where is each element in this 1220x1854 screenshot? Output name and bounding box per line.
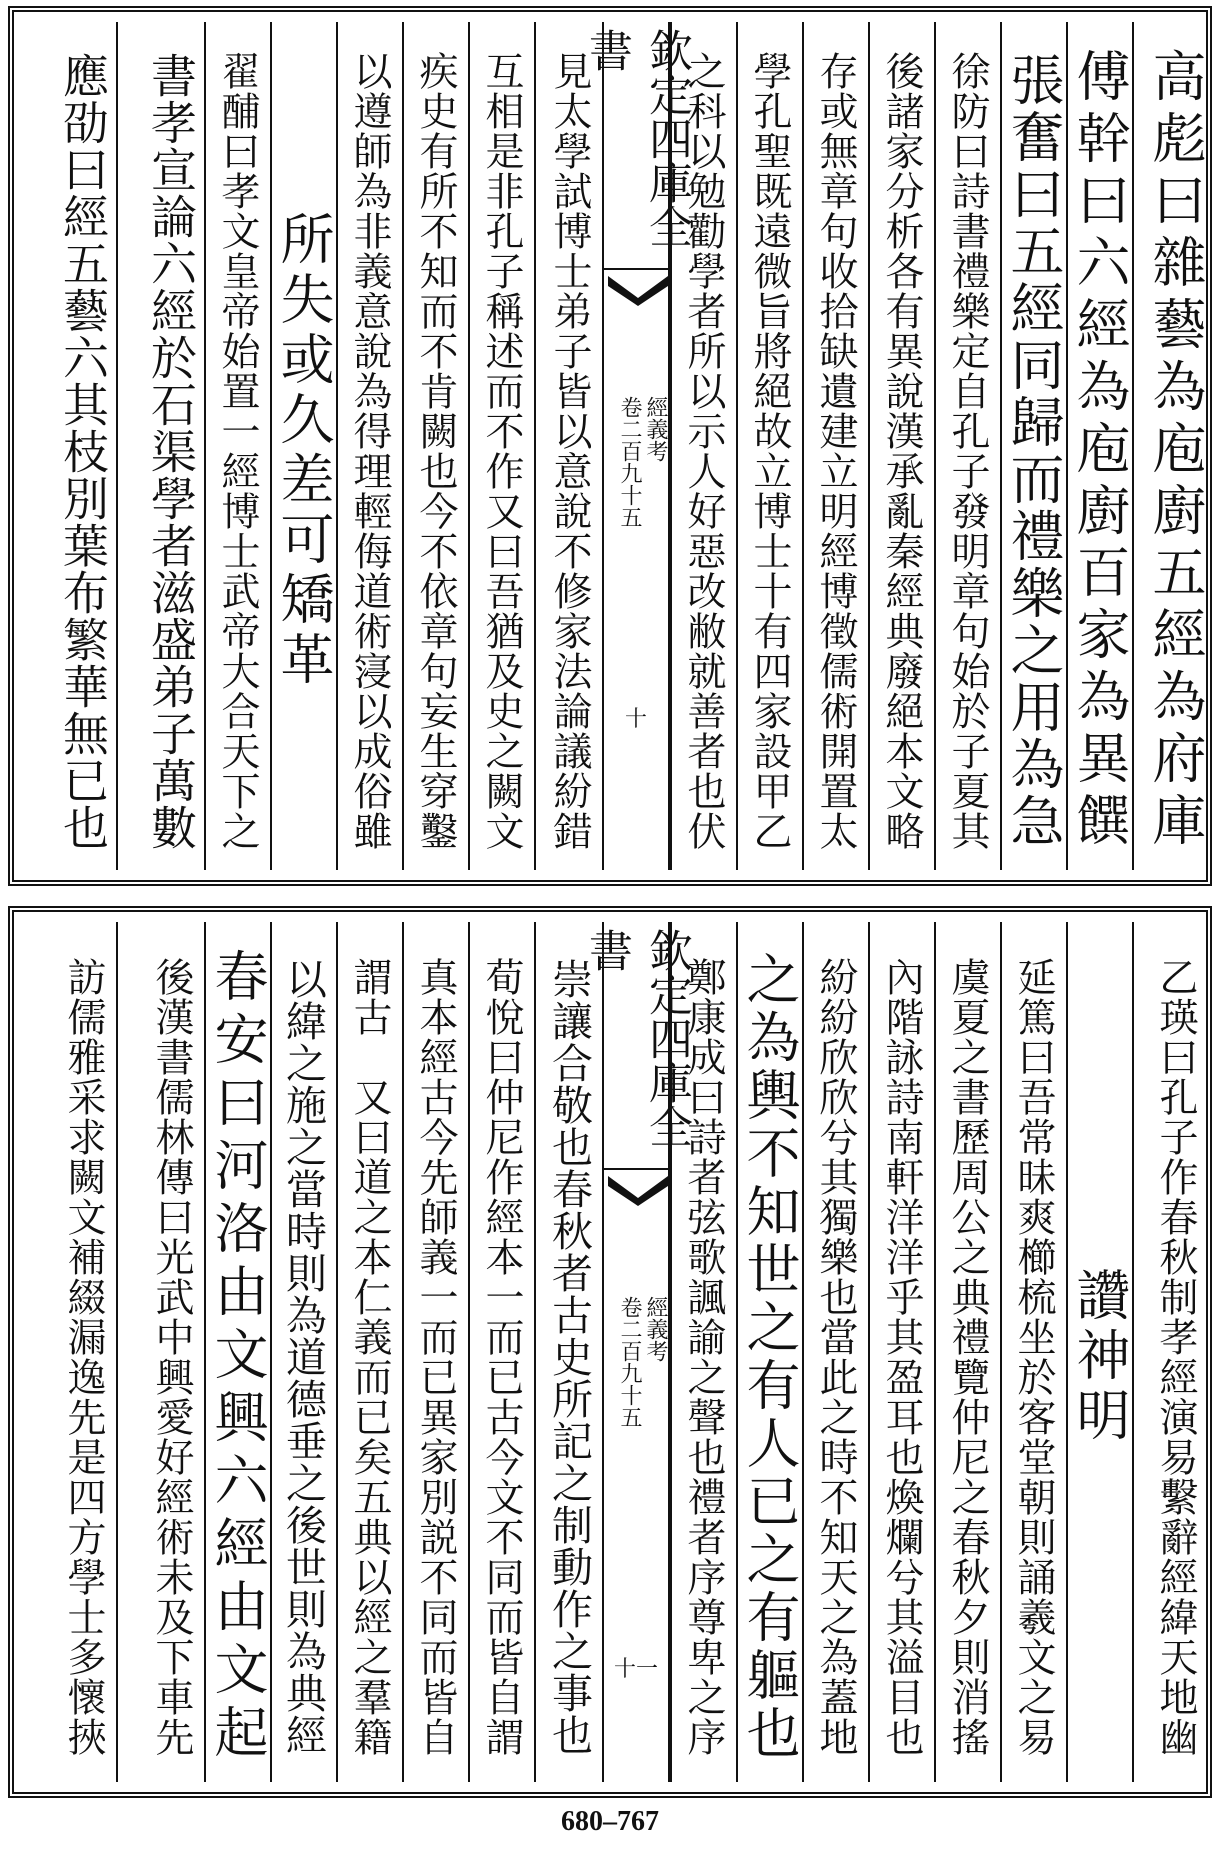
text-column [802,22,868,870]
text-column [534,922,602,1782]
text-column [1132,922,1208,1782]
text-column [1000,922,1066,1782]
text-column [868,22,934,870]
page-number: 十 [624,707,647,732]
text-column [934,922,1000,1782]
text-column [736,922,802,1782]
volume-subtitle: 經義考 卷二百九十五 [617,1296,668,1428]
column-text: 書孝宣論六經於石渠學者滋盛弟子萬數 [144,51,198,851]
column-text: 應劭曰經五藝六其枝別葉布繁華無已也 [56,51,110,851]
bottom-page [8,906,1212,1798]
text-column [116,22,204,870]
text-column [204,922,270,1782]
text-column [116,922,204,1782]
text-column [934,22,1000,870]
volume-subtitle: 經義考 卷二百九十五 [617,396,668,528]
fish-tail-ornament-icon [604,1172,672,1208]
top-page [8,6,1212,886]
column-text: 荀悅曰仲尼作經本一而已古今文不同而皆自謂 [479,957,524,1757]
text-column [270,922,336,1782]
book-title: 欽定四庫全書 [604,28,668,270]
text-column [1066,22,1132,870]
column-text: 真本經古今先師義一而已異家別説不同而皆自 [413,957,458,1757]
text-column [468,22,534,870]
column-text: 紛紛欣欣兮其獨樂也當此之時不知天之為蓋地 [813,957,858,1757]
column-text: 後漢書儒林傳曰光武中興愛好經術未及下車先 [149,957,194,1757]
text-column [868,922,934,1782]
column-text: 以遵師為非義意說為得理輕侮道術寖以成俗雖 [347,51,392,851]
text-column [802,922,868,1782]
text-column [336,922,402,1782]
column-text: 乙瑛曰孔子作春秋制孝經演易繫辭經緯天地幽 [1153,957,1198,1757]
book-title: 欽定四庫全書 [604,928,668,1170]
column-text: 崇讓合敬也春秋者古史所記之制動作之事也 [545,958,593,1756]
text-column [736,22,802,870]
text-column [534,22,602,870]
text-column [204,22,270,870]
column-text: 徐防曰詩書禮樂定自孔子發明章句始於子夏其 [945,51,990,851]
column-text: 鄭康成曰詩者弦歌諷諭之聲也禮者序尊卑之序 [681,957,726,1757]
column-text: 後諸家分析各有異說漢承亂秦經典廢絕本文略 [879,51,924,851]
column-text: 以緯之施之當時則為道德垂之後世則為典經 [279,958,327,1756]
column-text: 之為輿不知世之有人已之有軀也 [738,951,801,1763]
column-text: 訪儒雅采求闕文補綴漏逸先是四方學士多懷挾 [61,957,106,1757]
column-text: 互相是非孔子稱述而不作又曰吾猶及史之闕文 [479,51,524,851]
column-text: 存或無章句收拾缺遺建立明經博徵儒術開置太 [813,51,858,851]
column-text: 之科以勉勸學者所以示人好惡改敝就善者也伏 [681,51,726,851]
top-page-columns [24,22,1207,870]
text-column [24,22,116,870]
text-column [1066,922,1132,1782]
column-text: 傅幹曰六經為庖廚百家為異饌 [1068,48,1131,854]
column-text: 所失或久差可矯革 [272,211,335,691]
column-text: 內階詠詩南軒洋洋乎其盈耳也煥爛兮其溢目也 [879,957,924,1757]
text-column [402,922,468,1782]
text-column [1132,22,1208,870]
fish-tail-ornament-icon [604,272,672,308]
page-number: 十一 [613,1657,658,1682]
text-column [1000,22,1066,870]
column-text: 見太學試博士弟子皆以意說不修家法論議紛錯 [547,51,592,851]
text-column [402,22,468,870]
column-text: 延篤曰吾常昧爽櫛梳坐於客堂朝則誦羲文之易 [1011,957,1056,1757]
text-column [24,922,116,1782]
column-text: 疾史有所不知而不肯闕也今不依章句妄生穿鑿 [413,51,458,851]
column-text: 張奮曰五經同歸而禮樂之用為急 [1002,52,1065,850]
bottom-page-columns [24,922,1196,1782]
text-column [270,22,336,870]
page-header-strip [581,22,692,870]
column-text: 學孔聖既遠微旨將絕故立博士十有四家設甲乙 [747,51,792,851]
column-text: 翟酺曰孝文皇帝始置一經博士武帝大合天下之 [215,51,260,851]
text-column [336,22,402,870]
column-text: 謂古 又曰道之本仁義而已矣五典以經之羣籍 [347,957,392,1757]
column-text: 春安曰河洛由文興六經由文起 [206,947,269,1767]
page-header-strip [581,922,692,1782]
page-footer-number: 680–767 [561,1806,659,1837]
text-column [468,922,534,1782]
column-text: 虞夏之書歷周公之典禮覽仲尼之春秋夕則消搖 [945,957,990,1757]
column-text: 讚神明 [1068,1267,1131,1447]
column-text: 高彪曰雜藝為庖廚五經為府庫 [1144,48,1207,854]
